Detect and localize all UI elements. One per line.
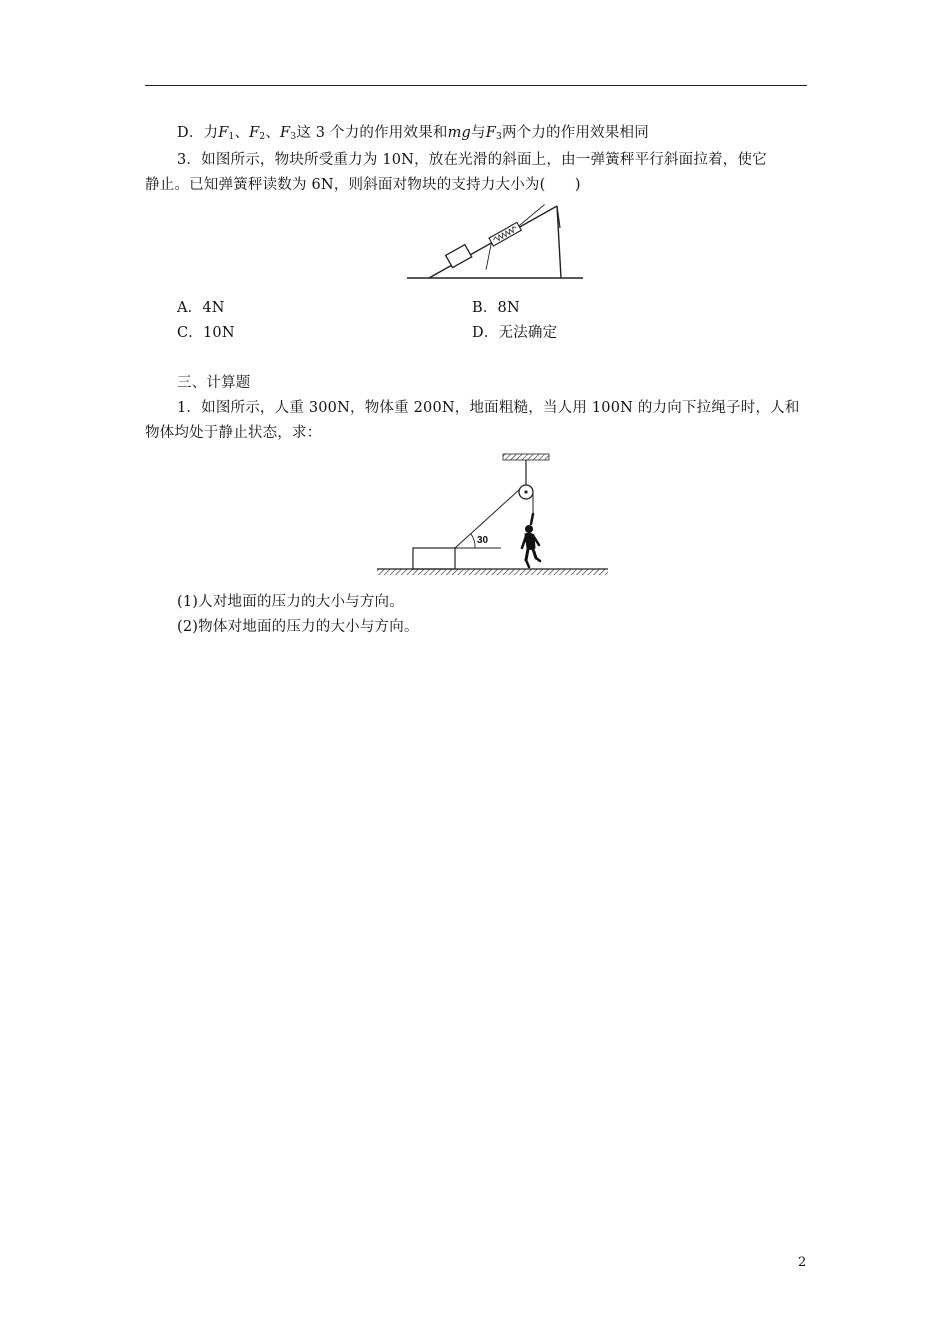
q3-line-2: 静止。已知弹簧秤读数为 6N，则斜面对物块的支持力大小为( ) xyxy=(145,177,581,193)
calc-q1-sub-2: (2)物体对地面的压力的大小与方向。 xyxy=(177,619,419,635)
q3-option-c: C．10N xyxy=(177,325,235,341)
calc-q1-line-1: 1．如图所示，人重 300N，物体重 200N，地面粗糙，当人用 100N 的力向下拉绳子时，人和 xyxy=(177,400,800,416)
incline-figure xyxy=(405,198,585,282)
section-3-title: 三、计算题 xyxy=(177,375,251,391)
header-rule xyxy=(145,85,807,86)
calc-q1-sub-1: (1)人对地面的压力的大小与方向。 xyxy=(177,594,404,610)
person-silhouette xyxy=(522,514,540,567)
ceiling-mount xyxy=(503,454,549,460)
q3-option-d: D．无法确定 xyxy=(472,325,558,341)
q3-option-b: B．8N xyxy=(472,300,520,316)
angle-arc xyxy=(471,534,475,548)
block-on-ground xyxy=(413,548,455,569)
pulley-figure xyxy=(375,448,610,578)
q3-line-1: 3．如图所示，物块所受重力为 10N，放在光滑的斜面上，由一弹簧秤平行斜面拉着，使它 xyxy=(177,152,767,168)
option-d-previous: D．力$F_1$、$F_2$、$F_3$这 3 个力的作用效果和mg与$F_3$两个力的作用效果相同 xyxy=(177,125,649,142)
calc-q1-line-2: 物体均处于静止状态，求： xyxy=(145,425,322,441)
q3-option-a: A．4N xyxy=(177,300,225,316)
block-on-incline xyxy=(446,245,472,268)
spring-scale xyxy=(472,204,558,269)
angle-label: 30 xyxy=(477,535,489,546)
ground-hatch xyxy=(377,569,608,575)
page-number: 2 xyxy=(798,1255,807,1270)
